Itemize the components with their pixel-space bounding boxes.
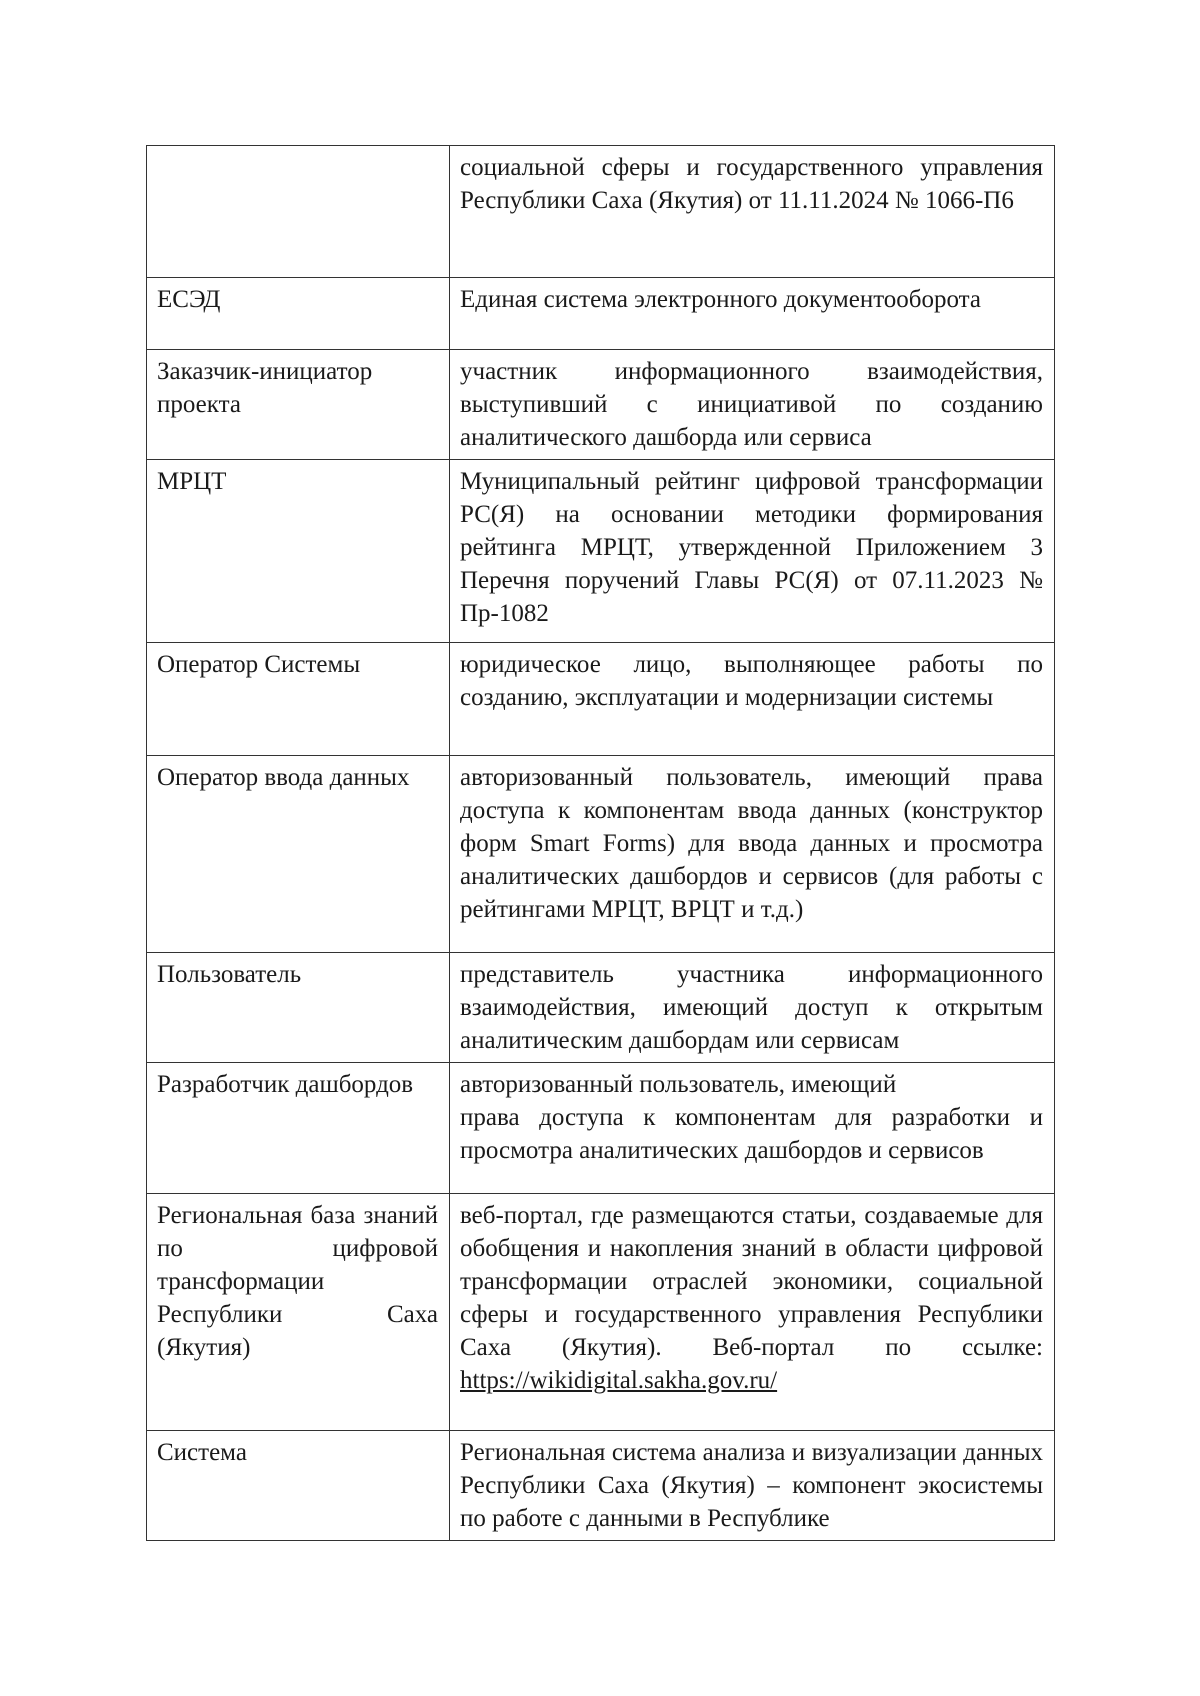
table-row <box>147 460 1055 643</box>
definition-cell: Единая система электронного документооборота <box>450 278 1055 350</box>
table-row <box>147 1194 1055 1431</box>
wiki-link[interactable]: https://wikidigital.sakha.gov.ru/ <box>460 1367 778 1394</box>
term-cell: ЕСЭД <box>147 278 450 350</box>
definition-cell: Региональная система анализа и визуализации данных Республики Саха (Якутия) – компонент экосистемы по работе с данными в Республике <box>450 1431 1055 1541</box>
definition-cell <box>450 1194 1055 1431</box>
definition-cell: Муниципальный рейтинг цифровой трансформации РС(Я) на основании методики формирования рейтинга МРЦТ, утвержденной Приложением 3 Перечня поручений Главы РС(Я) от 07.11.2023 № Пр-1082 <box>450 460 1055 643</box>
definition-first-line: авторизованный пользователь, имеющий <box>460 1071 897 1098</box>
definition-cell: представитель участника информационного взаимодействия, имеющий доступ к открытым аналитическим дашбордам или сервисам <box>450 953 1055 1063</box>
term-cell: Региональная база знаний по цифровой трансформации Республики Саха (Якутия) <box>147 1194 450 1431</box>
term-cell: Система <box>147 1431 450 1541</box>
table-row <box>147 1063 1055 1194</box>
term-cell: МРЦТ <box>147 460 450 643</box>
term-cell: Оператор Системы <box>147 643 450 756</box>
term-cell <box>147 146 450 278</box>
definition-cell <box>450 1063 1055 1194</box>
table-row <box>147 146 1055 278</box>
table-row <box>147 643 1055 756</box>
table-row <box>147 756 1055 953</box>
term-cell: Заказчик-инициатор проекта <box>147 350 450 460</box>
term-cell: Разработчик дашбордов <box>147 1063 450 1194</box>
definition-cell: юридическое лицо, выполняющее работы по созданию, эксплуатации и модернизации системы <box>450 643 1055 756</box>
definition-cell: социальной сферы и государственного управления Республики Саха (Якутия) от 11.11.2024 № 1066-П6 <box>450 146 1055 278</box>
definition-rest: права доступа к компонентам для разработки и просмотра аналитических дашбордов и сервисов <box>460 1104 1043 1164</box>
term-cell: Пользователь <box>147 953 450 1063</box>
table-row <box>147 953 1055 1063</box>
definition-cell: авторизованный пользователь, имеющий права доступа к компонентам ввода данных (конструктор форм Smart Forms) для ввода данных и просмотра аналитических дашбордов и сервисов (для работы с рейтингами МРЦТ, ВРЦТ и т.д.) <box>450 756 1055 953</box>
definition-cell: участник информационного взаимодействия, выступивший с инициативой по созданию аналитического дашборда или сервиса <box>450 350 1055 460</box>
definition-text: веб-портал, где размещаются статьи, создаваемые для обобщения и накопления знаний в области цифровой трансформации отраслей экономики, социальной сферы и государственного управления Республики Саха (Якутия). Веб-портал по ссылке: <box>460 1202 1043 1361</box>
term-cell: Оператор ввода данных <box>147 756 450 953</box>
definitions-table <box>146 145 1055 1541</box>
table-row <box>147 350 1055 460</box>
table-row <box>147 278 1055 350</box>
table-row <box>147 1431 1055 1541</box>
